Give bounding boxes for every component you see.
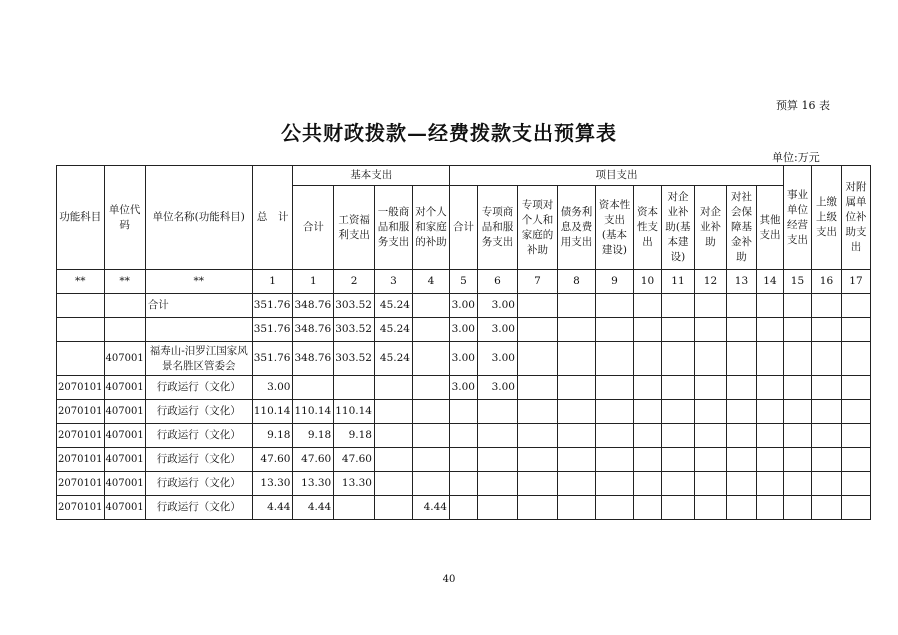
empty-cell	[756, 448, 783, 472]
column-number-cell: 6	[477, 270, 517, 294]
empty-cell	[811, 424, 841, 448]
empty-cell	[557, 472, 595, 496]
empty-cell	[783, 294, 811, 318]
empty-cell	[633, 400, 661, 424]
header-unit-name: 单位名称(功能科目)	[145, 166, 252, 270]
header-basic-group: 基本支出	[293, 166, 450, 186]
column-number-cell: 8	[557, 270, 595, 294]
column-number-cell: 9	[595, 270, 633, 294]
cell-unit: 407001	[104, 496, 145, 520]
header-tail-2: 对附属单位补助支出	[841, 166, 870, 270]
cell-b-person	[412, 424, 449, 448]
cell-p-total: 3.00	[449, 294, 477, 318]
column-number-cell: 16	[811, 270, 841, 294]
header-total: 总 计	[252, 166, 293, 270]
cell-b-total: 348.76	[293, 294, 334, 318]
empty-cell	[783, 424, 811, 448]
cell-b-wage	[334, 496, 375, 520]
cell-code	[57, 342, 105, 376]
empty-cell	[726, 448, 756, 472]
cell-b-person	[412, 318, 449, 342]
column-number-cell: **	[104, 270, 145, 294]
table-row	[57, 376, 871, 400]
cell-b-goods	[374, 448, 412, 472]
empty-cell	[726, 342, 756, 376]
table-row	[57, 448, 871, 472]
empty-cell	[661, 376, 694, 400]
empty-cell	[841, 496, 870, 520]
header-basic-col-0: 合计	[293, 186, 334, 270]
empty-cell	[557, 294, 595, 318]
cell-b-goods	[374, 376, 412, 400]
cell-b-wage: 303.52	[334, 294, 375, 318]
cell-total: 9.18	[252, 424, 293, 448]
empty-cell	[633, 342, 661, 376]
empty-cell	[783, 496, 811, 520]
empty-cell	[557, 318, 595, 342]
empty-cell	[661, 424, 694, 448]
empty-cell	[595, 448, 633, 472]
empty-cell	[811, 318, 841, 342]
column-number-cell: **	[145, 270, 252, 294]
table-row	[57, 342, 871, 376]
cell-b-goods	[374, 424, 412, 448]
header-basic-col-2: 一般商品和服务支出	[374, 186, 412, 270]
header-project-col-7: 对企业补助	[694, 186, 726, 270]
empty-cell	[694, 318, 726, 342]
header-project-col-0: 合计	[449, 186, 477, 270]
empty-cell	[756, 342, 783, 376]
cell-b-total: 9.18	[293, 424, 334, 448]
cell-b-wage: 110.14	[334, 400, 375, 424]
empty-cell	[633, 318, 661, 342]
empty-cell	[557, 376, 595, 400]
cell-b-goods	[374, 496, 412, 520]
header-project-col-3: 债务利息及费用支出	[557, 186, 595, 270]
cell-code: 2070101	[57, 448, 105, 472]
empty-cell	[811, 448, 841, 472]
empty-cell	[726, 294, 756, 318]
empty-cell	[595, 496, 633, 520]
cell-b-goods: 45.24	[374, 342, 412, 376]
header-project-col-4: 资本性支出(基本建设)	[595, 186, 633, 270]
empty-cell	[783, 318, 811, 342]
header-project-col-5: 资本性支出	[633, 186, 661, 270]
column-number-cell: 10	[633, 270, 661, 294]
unit-label: 单位:万元	[772, 151, 820, 164]
empty-cell	[557, 342, 595, 376]
empty-cell	[694, 496, 726, 520]
empty-cell	[557, 448, 595, 472]
empty-cell	[517, 400, 557, 424]
column-number-cell: 14	[756, 270, 783, 294]
empty-cell	[517, 424, 557, 448]
empty-cell	[517, 376, 557, 400]
header-project-group: 项目支出	[449, 166, 783, 186]
header-tail-1: 上缴上级支出	[811, 166, 841, 270]
cell-b-person	[412, 448, 449, 472]
cell-total: 3.00	[252, 376, 293, 400]
cell-b-person	[412, 376, 449, 400]
form-number: 预算 16 表	[776, 99, 830, 112]
table-row	[57, 496, 871, 520]
cell-p-total	[449, 448, 477, 472]
cell-code: 2070101	[57, 400, 105, 424]
empty-cell	[557, 496, 595, 520]
cell-p-total: 3.00	[449, 318, 477, 342]
cell-unit: 407001	[104, 448, 145, 472]
cell-name: 合计	[145, 294, 252, 318]
column-number-cell: 5	[449, 270, 477, 294]
cell-unit: 407001	[104, 342, 145, 376]
empty-cell	[661, 318, 694, 342]
cell-p-goods	[477, 472, 517, 496]
cell-b-wage: 303.52	[334, 318, 375, 342]
column-number-cell: 13	[726, 270, 756, 294]
empty-cell	[633, 424, 661, 448]
cell-b-person	[412, 472, 449, 496]
empty-cell	[517, 318, 557, 342]
cell-b-person	[412, 400, 449, 424]
cell-b-total: 4.44	[293, 496, 334, 520]
cell-p-goods: 3.00	[477, 294, 517, 318]
empty-cell	[661, 294, 694, 318]
empty-cell	[783, 376, 811, 400]
column-number-cell: 3	[374, 270, 412, 294]
budget-table	[56, 165, 871, 520]
empty-cell	[557, 424, 595, 448]
empty-cell	[756, 294, 783, 318]
cell-name: 行政运行（文化）	[145, 424, 252, 448]
empty-cell	[841, 342, 870, 376]
empty-cell	[595, 376, 633, 400]
table-row	[57, 424, 871, 448]
cell-total: 110.14	[252, 400, 293, 424]
header-basic-col-3: 对个人和家庭的补助	[412, 186, 449, 270]
table-row	[57, 318, 871, 342]
cell-b-total: 110.14	[293, 400, 334, 424]
column-number-cell: 11	[661, 270, 694, 294]
empty-cell	[517, 294, 557, 318]
cell-b-wage: 9.18	[334, 424, 375, 448]
empty-cell	[841, 448, 870, 472]
cell-p-goods: 3.00	[477, 376, 517, 400]
empty-cell	[557, 400, 595, 424]
empty-cell	[756, 400, 783, 424]
empty-cell	[595, 472, 633, 496]
column-number-cell: 17	[841, 270, 870, 294]
table-row	[57, 294, 871, 318]
empty-cell	[841, 424, 870, 448]
cell-unit	[104, 318, 145, 342]
cell-total: 351.76	[252, 294, 293, 318]
cell-name: 行政运行（文化）	[145, 400, 252, 424]
cell-name: 行政运行（文化）	[145, 472, 252, 496]
empty-cell	[841, 376, 870, 400]
column-number-cell: 2	[334, 270, 375, 294]
header-unit-code: 单位代码	[104, 166, 145, 270]
column-number-cell: 12	[694, 270, 726, 294]
empty-cell	[726, 496, 756, 520]
empty-cell	[517, 448, 557, 472]
cell-code: 2070101	[57, 472, 105, 496]
empty-cell	[661, 448, 694, 472]
cell-code: 2070101	[57, 496, 105, 520]
table-row	[57, 400, 871, 424]
cell-b-total: 13.30	[293, 472, 334, 496]
empty-cell	[726, 400, 756, 424]
header-project-col-1: 专项商品和服务支出	[477, 186, 517, 270]
empty-cell	[517, 342, 557, 376]
empty-cell	[783, 472, 811, 496]
cell-p-total: 3.00	[449, 342, 477, 376]
column-number-row	[57, 270, 871, 294]
empty-cell	[661, 496, 694, 520]
empty-cell	[726, 376, 756, 400]
empty-cell	[517, 472, 557, 496]
empty-cell	[841, 472, 870, 496]
empty-cell	[783, 448, 811, 472]
cell-p-total: 3.00	[449, 376, 477, 400]
empty-cell	[756, 496, 783, 520]
cell-p-goods	[477, 448, 517, 472]
cell-b-goods	[374, 400, 412, 424]
empty-cell	[783, 342, 811, 376]
header-project-col-2: 专项对个人和家庭的补助	[517, 186, 557, 270]
empty-cell	[694, 424, 726, 448]
empty-cell	[633, 496, 661, 520]
cell-unit: 407001	[104, 424, 145, 448]
cell-name: 行政运行（文化）	[145, 496, 252, 520]
empty-cell	[756, 318, 783, 342]
empty-cell	[756, 472, 783, 496]
empty-cell	[595, 424, 633, 448]
empty-cell	[694, 376, 726, 400]
header-project-col-9: 其他支出	[756, 186, 783, 270]
empty-cell	[661, 400, 694, 424]
cell-total: 4.44	[252, 496, 293, 520]
empty-cell	[595, 294, 633, 318]
cell-p-goods	[477, 496, 517, 520]
cell-b-goods: 45.24	[374, 294, 412, 318]
cell-code	[57, 318, 105, 342]
empty-cell	[726, 318, 756, 342]
cell-b-goods	[374, 472, 412, 496]
cell-name: 行政运行（文化）	[145, 448, 252, 472]
cell-code: 2070101	[57, 376, 105, 400]
cell-p-goods	[477, 400, 517, 424]
column-number-cell: 1	[293, 270, 334, 294]
column-number-cell: 1	[252, 270, 293, 294]
cell-total: 47.60	[252, 448, 293, 472]
cell-b-total: 348.76	[293, 342, 334, 376]
cell-b-wage	[334, 376, 375, 400]
cell-p-total	[449, 472, 477, 496]
cell-p-total	[449, 424, 477, 448]
cell-b-person	[412, 294, 449, 318]
cell-b-goods: 45.24	[374, 318, 412, 342]
cell-b-wage: 303.52	[334, 342, 375, 376]
cell-p-total	[449, 496, 477, 520]
cell-code: 2070101	[57, 424, 105, 448]
cell-p-goods: 3.00	[477, 342, 517, 376]
empty-cell	[661, 342, 694, 376]
empty-cell	[841, 400, 870, 424]
empty-cell	[694, 294, 726, 318]
empty-cell	[756, 424, 783, 448]
cell-name	[145, 318, 252, 342]
cell-b-wage: 13.30	[334, 472, 375, 496]
cell-unit: 407001	[104, 376, 145, 400]
header-tail-0: 事业单位经营支出	[783, 166, 811, 270]
cell-p-goods: 3.00	[477, 318, 517, 342]
cell-total: 351.76	[252, 342, 293, 376]
empty-cell	[841, 294, 870, 318]
empty-cell	[517, 496, 557, 520]
column-number-cell: **	[57, 270, 105, 294]
empty-cell	[811, 472, 841, 496]
cell-total: 13.30	[252, 472, 293, 496]
empty-cell	[661, 472, 694, 496]
cell-name: 行政运行（文化）	[145, 376, 252, 400]
table-row	[57, 472, 871, 496]
empty-cell	[633, 472, 661, 496]
cell-unit: 407001	[104, 400, 145, 424]
empty-cell	[694, 472, 726, 496]
empty-cell	[811, 496, 841, 520]
cell-p-total	[449, 400, 477, 424]
cell-unit: 407001	[104, 472, 145, 496]
empty-cell	[595, 342, 633, 376]
column-number-cell: 4	[412, 270, 449, 294]
header-basic-col-1: 工资福利支出	[334, 186, 375, 270]
header-func-code: 功能科目	[57, 166, 105, 270]
empty-cell	[756, 376, 783, 400]
empty-cell	[726, 472, 756, 496]
cell-total: 351.76	[252, 318, 293, 342]
empty-cell	[811, 376, 841, 400]
empty-cell	[811, 342, 841, 376]
column-number-cell: 7	[517, 270, 557, 294]
cell-b-person: 4.44	[412, 496, 449, 520]
cell-b-total	[293, 376, 334, 400]
empty-cell	[726, 424, 756, 448]
empty-cell	[694, 448, 726, 472]
cell-b-person	[412, 342, 449, 376]
page-title: 公共财政拨款—经费拨款支出预算表	[281, 121, 617, 145]
column-number-cell: 15	[783, 270, 811, 294]
empty-cell	[694, 342, 726, 376]
cell-b-total: 47.60	[293, 448, 334, 472]
empty-cell	[595, 318, 633, 342]
cell-unit	[104, 294, 145, 318]
cell-p-goods	[477, 424, 517, 448]
cell-name: 福寿山-汨罗江国家风景名胜区管委会	[145, 342, 252, 376]
header-project-col-8: 对社会保障基金补助	[726, 186, 756, 270]
cell-code	[57, 294, 105, 318]
empty-cell	[633, 294, 661, 318]
cell-b-total: 348.76	[293, 318, 334, 342]
empty-cell	[595, 400, 633, 424]
empty-cell	[811, 294, 841, 318]
header-project-col-6: 对企业补助(基本建设)	[661, 186, 694, 270]
empty-cell	[783, 400, 811, 424]
empty-cell	[811, 400, 841, 424]
page-number: 40	[442, 574, 456, 585]
empty-cell	[841, 318, 870, 342]
empty-cell	[633, 376, 661, 400]
empty-cell	[633, 448, 661, 472]
cell-b-wage: 47.60	[334, 448, 375, 472]
empty-cell	[694, 400, 726, 424]
